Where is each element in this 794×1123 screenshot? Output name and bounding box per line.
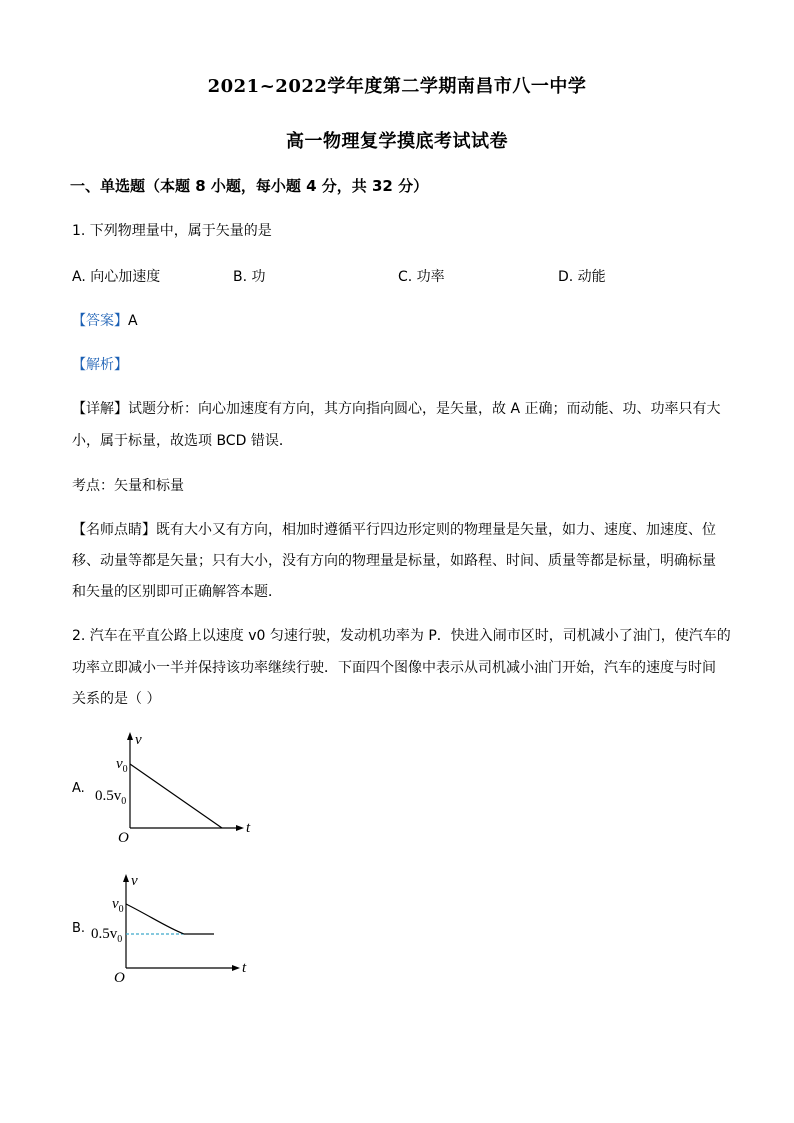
graph-a-y-arrow [127, 732, 133, 740]
tip-tag: 【名师点睛】 [72, 522, 156, 538]
graph-a-x-arrow [236, 825, 244, 831]
graph-b-x-arrow [232, 965, 240, 971]
graph-b-origin-label: O [114, 970, 125, 986]
answer-value: A [128, 313, 138, 329]
answer-tag: 【答案】 [72, 313, 128, 329]
graph-b-figure [88, 868, 258, 988]
analysis-tag: 【解析】 [72, 357, 128, 373]
q1-analysis-line [72, 355, 128, 375]
q1-option-a: A. 向心加速度 [72, 269, 161, 285]
q1-answer-line [72, 311, 138, 331]
graph-a-label: A. [72, 781, 85, 796]
graph-a-line [130, 764, 222, 828]
graph-a-figure [88, 728, 258, 848]
detail-tag: 【详解】 [72, 401, 128, 417]
question-1-stem: 1. 下列物理量中，属于矢量的是 [72, 223, 272, 239]
graph-b-label: B. [72, 921, 86, 936]
q1-option-b: B. 功 [233, 269, 266, 285]
graph-a-v0-label: $v_0$ [116, 756, 128, 775]
graph-a-origin-label: O [118, 830, 129, 846]
exam-paper-title: 高一物理复学摸底考试试卷 [286, 131, 508, 152]
graph-b-v-label: v [131, 873, 138, 889]
question-2-stem-line-3: 关系的是（ ） [72, 691, 161, 707]
graph-b-half-v0-label: $0.5v_0$ [91, 926, 123, 945]
tip-text-1: 既有大小又有方向，相加时遵循平行四边形定则的物理量是矢量，如力、速度、加速度、位 [156, 522, 716, 538]
q1-option-c: C. 功率 [398, 269, 445, 285]
q1-tip-line-1 [72, 520, 716, 540]
q1-tip-line-3: 和矢量的区别即可正确解答本题． [72, 584, 282, 600]
graph-b-v0-label: $v_0$ [112, 896, 124, 915]
q1-detail-line-2: 小，属于标量，故选项 BCD 错误． [72, 433, 293, 449]
graph-a-half-v0-label: $0.5v_0$ [95, 788, 127, 807]
q1-tip-line-2: 移、动量等都是矢量；只有大小，没有方向的物理量是标量，如路程、时间、质量等都是标量，明确标量 [72, 553, 716, 569]
graph-a-v-label: v [135, 732, 142, 748]
q1-detail-line-1 [72, 399, 720, 419]
section-heading: 一、单选题（本题 8 小题，每小题 4 分，共 32 分） [70, 177, 429, 195]
exam-school-title: 2021~2022学年度第二学期南昌市八一中学 [207, 76, 587, 97]
graph-b-t-label: t [242, 960, 247, 976]
question-2-stem-line-2: 功率立即减小一半并保持该功率继续行驶．下面四个图像中表示从司机减小油门开始，汽车的速度与时间 [72, 660, 716, 676]
question-2-stem-line-1: 2. 汽车在平直公路上以速度 v0 匀速行驶，发动机功率为 P．快进入闹市区时，司机减小了油门，使汽车的 [72, 628, 731, 644]
graph-b-y-arrow [123, 874, 129, 882]
q1-kaodian: 考点：矢量和标量 [72, 478, 184, 494]
graph-b-curve [126, 904, 184, 934]
detail-text-1: 试题分析：向心加速度有方向，其方向指向圆心，是矢量，故 A 正确；而动能、功、功率只有大 [128, 401, 721, 417]
graph-a-t-label: t [246, 820, 251, 836]
q1-option-d: D. 动能 [558, 269, 606, 285]
